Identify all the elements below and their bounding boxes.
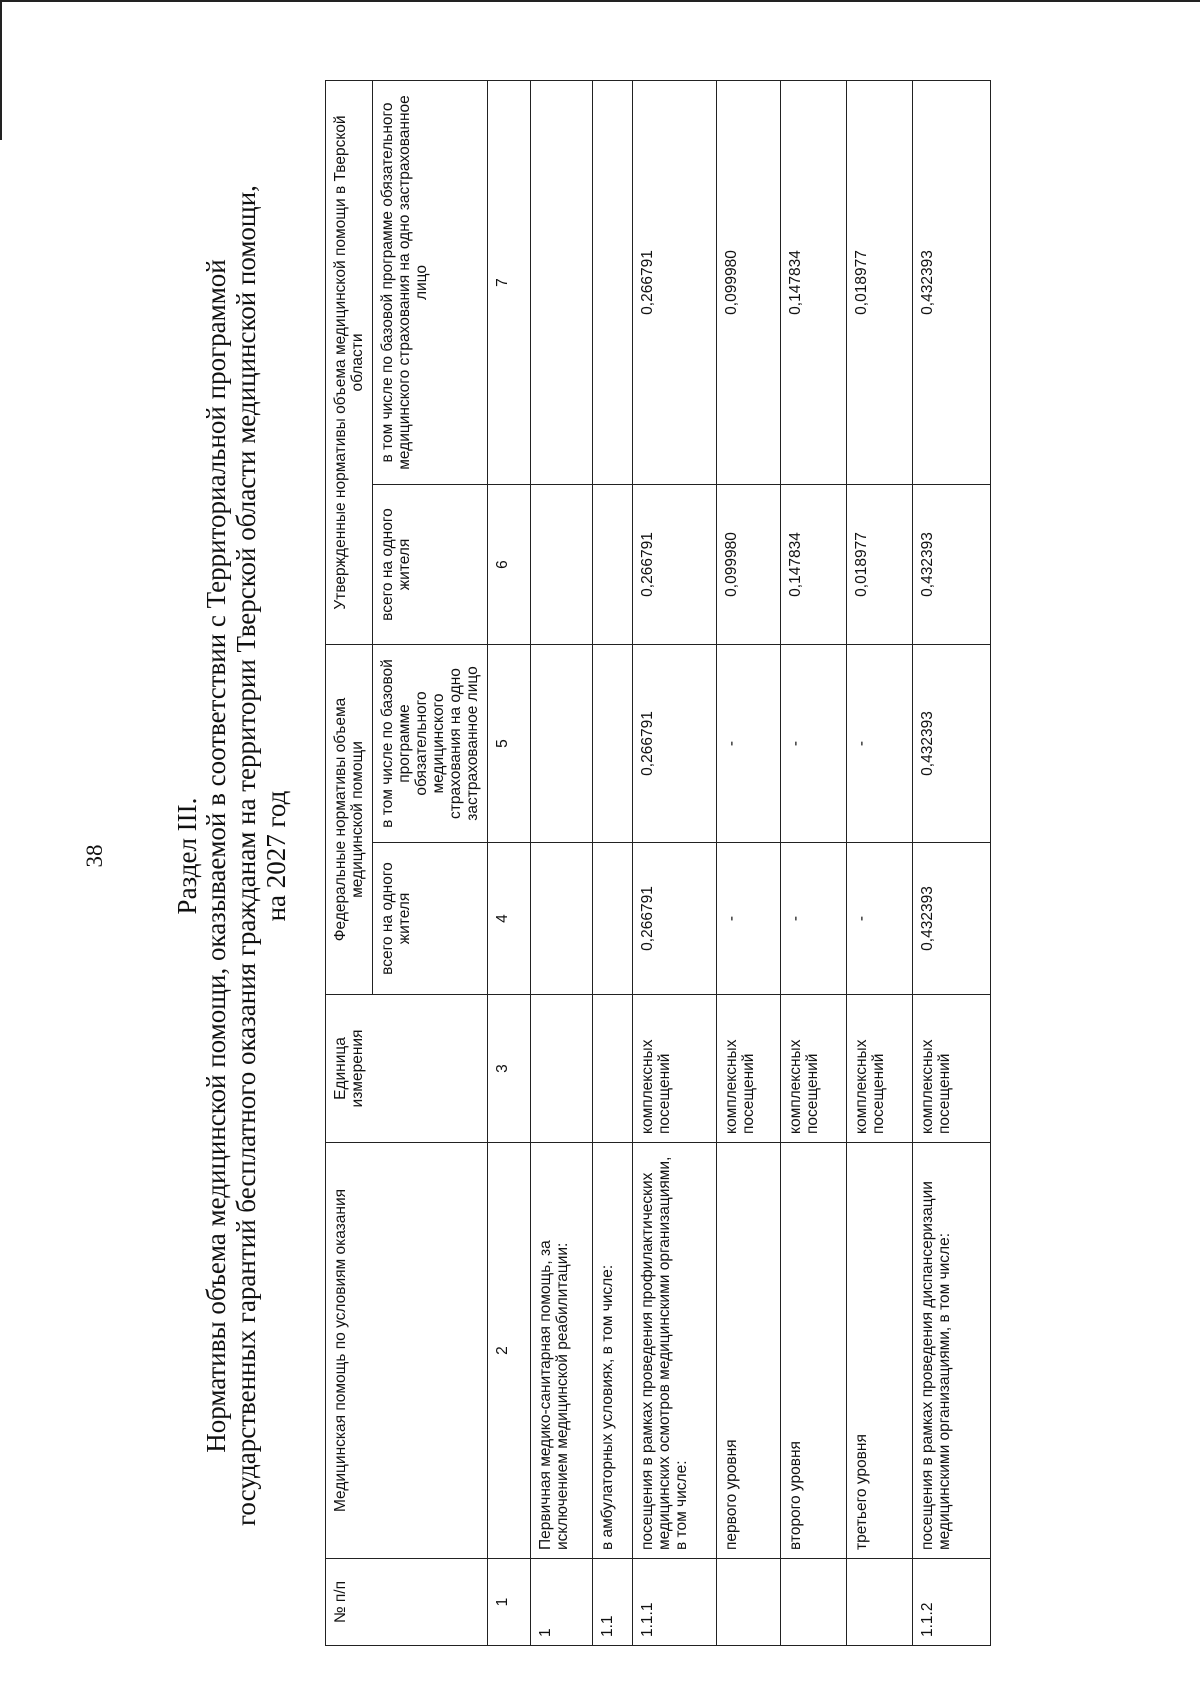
cell-approved-total: 0,147834	[781, 485, 847, 645]
cell-approved-oms: 0,147834	[781, 80, 847, 484]
cell-federal-oms	[593, 645, 633, 843]
cell-num: 1	[531, 1559, 593, 1646]
cell-approved-total: 0,018977	[847, 485, 913, 645]
table-row	[531, 80, 593, 1645]
cell-approved-oms: 0,018977	[847, 80, 913, 484]
rotated-page	[0, 6, 1200, 1706]
cell-num: 1.1.1	[633, 1559, 717, 1646]
column-number: 6	[488, 485, 531, 645]
cell-federal-oms: -	[781, 645, 847, 843]
header-federal-group: Федеральные нормативы объема медицинской помощи	[326, 645, 373, 995]
header-approved-oms: в том числе по базовой программе обязательного медицинского страхования на одно застрахованное лицо	[373, 80, 488, 484]
document-title	[201, 186, 291, 1526]
cell-approved-total: 0,099980	[717, 485, 781, 645]
cell-care: Первичная медико-санитарная помощь, за исключением медицинской реабилитации:	[531, 1143, 593, 1559]
table-row	[717, 80, 781, 1645]
cell-federal-oms	[531, 645, 593, 843]
cell-federal-total: 0,266791	[633, 843, 717, 995]
cell-approved-oms	[593, 80, 633, 484]
header-care: Медицинская помощь по условиям оказания	[326, 1143, 488, 1559]
table-row	[781, 80, 847, 1645]
cell-care: посещения в рамках проведения профилактических медицинских осмотров медицинскими организациями, в том числе:	[633, 1143, 717, 1559]
column-number: 3	[488, 995, 531, 1143]
cell-num	[847, 1559, 913, 1646]
column-number-row	[488, 80, 531, 1645]
cell-federal-total: -	[847, 843, 913, 995]
title-line: на 2027 год	[261, 790, 291, 922]
table-row	[847, 80, 913, 1645]
cell-federal-oms: 0,432393	[913, 645, 991, 843]
table-row	[913, 80, 991, 1645]
cell-approved-total: 0,432393	[913, 485, 991, 645]
table-row	[593, 80, 633, 1645]
section-title: Раздел III.	[172, 797, 202, 915]
cell-federal-total	[593, 843, 633, 995]
title-line: Нормативы объема медицинской помощи, оказываемой в соответствии с Территориальной программой	[201, 259, 231, 1453]
cell-federal-total: -	[717, 843, 781, 995]
cell-num	[781, 1559, 847, 1646]
cell-federal-total: -	[781, 843, 847, 995]
header-federal-oms: в том числе по базовой программе обязательного медицинского страхования на одно застрахованное лицо	[373, 645, 488, 843]
norms-table	[325, 80, 991, 1646]
cell-federal-total: 0,432393	[913, 843, 991, 995]
cell-approved-total	[531, 485, 593, 645]
cell-unit: комплексных посещений	[847, 995, 913, 1143]
header-unit: Единица измерения	[326, 995, 488, 1143]
cell-approved-total	[593, 485, 633, 645]
cell-unit: комплексных посещений	[633, 995, 717, 1143]
cell-approved-oms: 0,432393	[913, 80, 991, 484]
column-number: 2	[488, 1143, 531, 1559]
page-number: 38	[82, 844, 107, 868]
header-approved-total: всего на одного жителя	[373, 485, 488, 645]
cell-approved-oms: 0,099980	[717, 80, 781, 484]
header-num: № п/п	[326, 1559, 488, 1646]
cell-unit: комплексных посещений	[913, 995, 991, 1143]
cell-federal-total	[531, 843, 593, 995]
table-row	[633, 80, 717, 1645]
cell-unit	[593, 995, 633, 1143]
cell-unit	[531, 995, 593, 1143]
cell-care: посещения в рамках проведения диспансеризации медицинскими организациями, в том числе:	[913, 1143, 991, 1559]
header-federal-total: всего на одного жителя	[373, 843, 488, 995]
cell-num: 1.1.2	[913, 1559, 991, 1646]
column-number: 1	[488, 1559, 531, 1646]
cell-care: второго уровня	[781, 1143, 847, 1559]
cell-care: в амбулаторных условиях, в том числе:	[593, 1143, 633, 1559]
cell-approved-oms	[531, 80, 593, 484]
header-approved-group: Утвержденные нормативы объема медицинской помощи в Тверской области	[326, 80, 373, 644]
cell-federal-oms: 0,266791	[633, 645, 717, 843]
column-number: 4	[488, 843, 531, 995]
scan-edge-top	[0, 0, 1200, 2]
cell-federal-oms: -	[847, 645, 913, 843]
cell-approved-total: 0,266791	[633, 485, 717, 645]
cell-num: 1.1	[593, 1559, 633, 1646]
cell-federal-oms: -	[717, 645, 781, 843]
column-number: 5	[488, 645, 531, 843]
cell-care: третьего уровня	[847, 1143, 913, 1559]
cell-care: первого уровня	[717, 1143, 781, 1559]
title-line: государственных гарантий бесплатного оказания гражданам на территории Тверской области медицинской помощи,	[231, 185, 261, 1526]
column-number: 7	[488, 80, 531, 484]
cell-unit: комплексных посещений	[781, 995, 847, 1143]
cell-unit: комплексных посещений	[717, 995, 781, 1143]
cell-approved-oms: 0,266791	[633, 80, 717, 484]
cell-num	[717, 1559, 781, 1646]
